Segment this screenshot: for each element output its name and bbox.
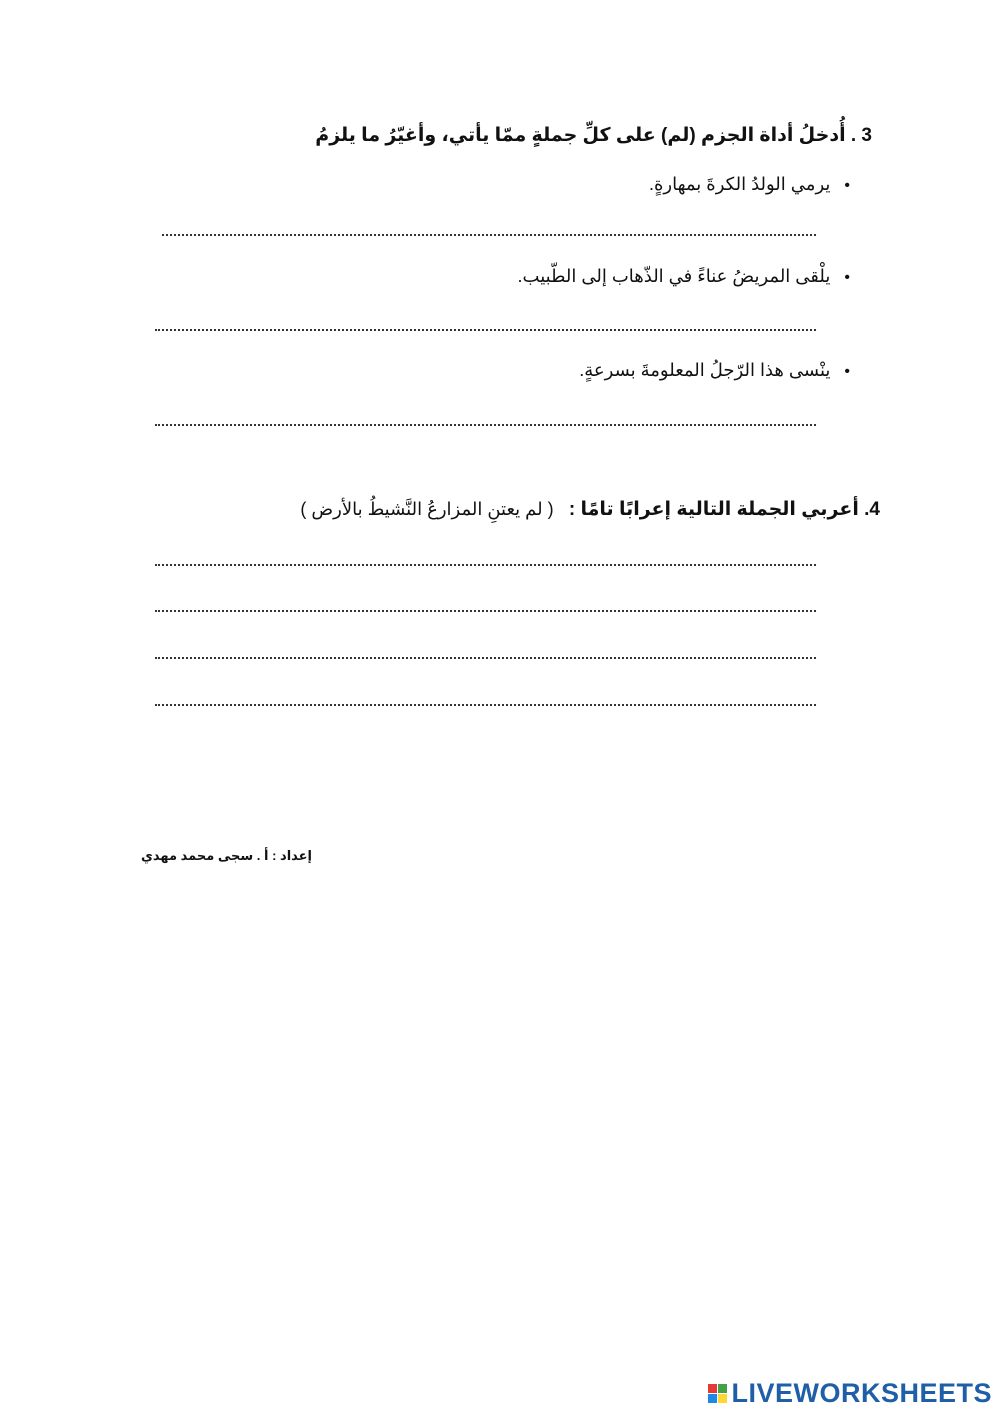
question-3-title: 3 . أُدخلُ أداة الجزم (لم) على كلِّ جملةٍ ممّا يأتي، وأغيّرُ ما يلزمُ <box>315 125 872 146</box>
liveworksheets-logo-icon <box>708 1384 727 1403</box>
question-4-heading <box>300 498 880 521</box>
question-3-item-3 <box>579 360 850 381</box>
logo-square-blue <box>708 1394 717 1403</box>
bullet-icon: • <box>844 363 850 380</box>
answer-line[interactable] <box>155 704 816 706</box>
question-4-title: 4. أعربي الجملة التالية إعرابًا تامًا : <box>568 499 880 520</box>
logo-square-yellow <box>718 1394 727 1403</box>
author-credit: إعداد : أ . سجى محمد مهدي <box>140 848 312 863</box>
answer-line[interactable] <box>155 424 816 426</box>
item-text: يلْقى المريضُ عناءً في الذّهاب إلى الطّبيب. <box>517 266 831 286</box>
liveworksheets-brand <box>708 1378 992 1409</box>
item-text: ينْسى هذا الرّجلُ المعلومةَ بسرعةٍ. <box>579 360 831 380</box>
brand-name: LIVEWORKSHEETS <box>731 1378 992 1408</box>
question-3-item-2 <box>518 266 850 287</box>
answer-line[interactable] <box>162 234 816 236</box>
item-text: يرمي الولدُ الكرةَ بمهارةٍ. <box>648 174 831 194</box>
answer-line[interactable] <box>155 657 816 659</box>
bullet-icon: • <box>844 269 850 286</box>
answer-line[interactable] <box>155 610 816 612</box>
question-4-sentence: ( لم يعتنِ المزارعُ النَّشيطُ بالأرض ) <box>300 499 554 519</box>
answer-line[interactable] <box>155 564 816 566</box>
bullet-icon: • <box>844 177 850 194</box>
answer-line[interactable] <box>155 329 816 331</box>
question-3-item-1 <box>649 174 850 195</box>
logo-square-red <box>708 1384 717 1393</box>
logo-square-green <box>718 1384 727 1393</box>
